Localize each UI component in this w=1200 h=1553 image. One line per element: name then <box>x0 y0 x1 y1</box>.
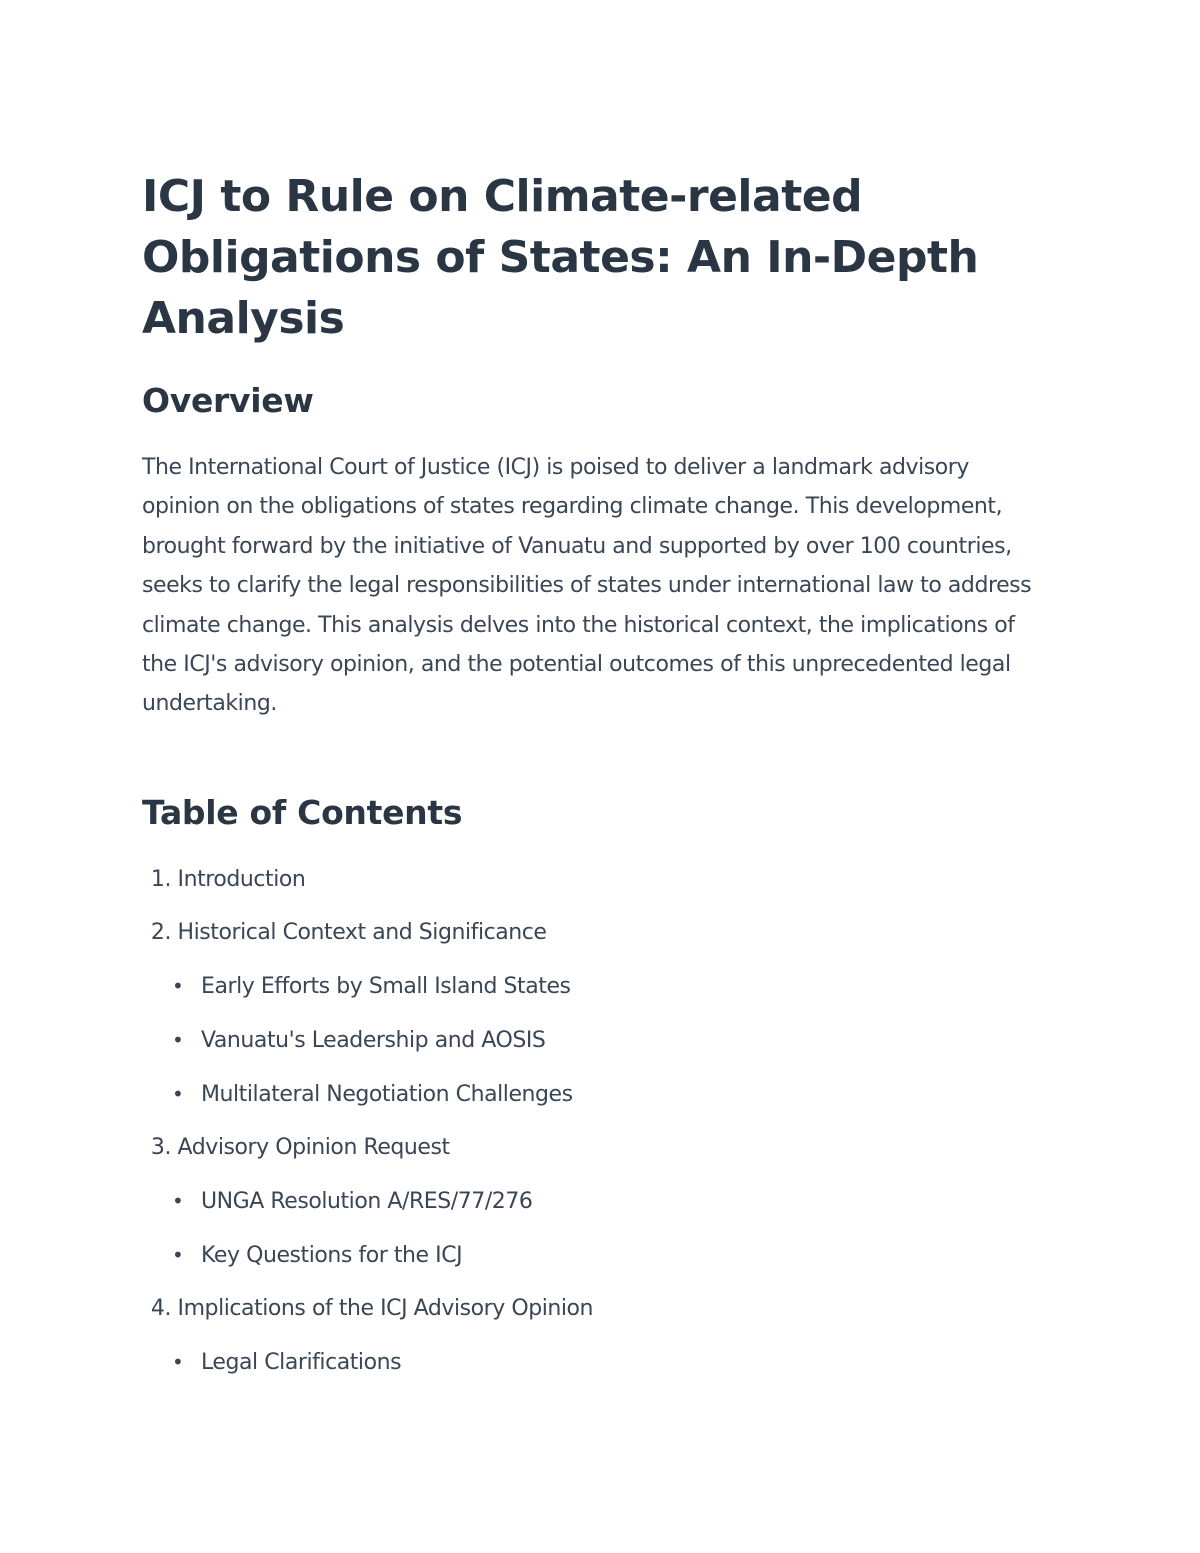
toc-subitem <box>142 966 593 1007</box>
bullet-icon: • <box>172 1082 184 1106</box>
toc-subitem <box>142 1181 593 1222</box>
toc-item-label: Historical Context and Significance <box>171 920 547 945</box>
toc-subitem <box>142 1235 593 1276</box>
toc-item-number: 4. <box>150 1296 171 1321</box>
toc-item <box>142 1289 593 1329</box>
toc-subitem-label: Multilateral Negotiation Challenges <box>201 1082 573 1107</box>
document-title: ICJ to Rule on Climate-related Obligations of States: An In-Depth Analysis <box>142 171 979 344</box>
toc-subitem <box>142 1074 593 1115</box>
table-of-contents <box>142 860 593 1383</box>
bullet-icon: • <box>172 1243 184 1267</box>
toc-item <box>142 1128 593 1168</box>
document-page <box>142 166 1062 1375</box>
toc-subitem-label: UNGA Resolution A/RES/77/276 <box>201 1189 533 1214</box>
toc-item <box>142 913 593 953</box>
toc-item <box>142 860 593 900</box>
toc-item-label: Introduction <box>171 867 306 892</box>
bullet-icon: • <box>172 974 184 998</box>
toc-heading: Table of Contents <box>142 793 463 832</box>
toc-item-label: Advisory Opinion Request <box>171 1135 450 1160</box>
toc-subitem-label: Vanuatu's Leadership and AOSIS <box>201 1028 546 1053</box>
toc-subitem-label: Legal Clarifications <box>201 1350 402 1375</box>
bullet-icon: • <box>172 1350 184 1374</box>
toc-subitem-label: Early Efforts by Small Island States <box>201 974 571 999</box>
toc-subitem-label: Key Questions for the ICJ <box>201 1243 463 1268</box>
bullet-icon: • <box>172 1028 184 1052</box>
toc-item-number: 1. <box>150 867 171 892</box>
overview-heading: Overview <box>142 381 314 420</box>
toc-subitem <box>142 1342 593 1383</box>
toc-item-label: Implications of the ICJ Advisory Opinion <box>171 1296 594 1321</box>
toc-item-number: 2. <box>150 920 171 945</box>
toc-subitem <box>142 1020 593 1061</box>
toc-item-number: 3. <box>150 1135 171 1160</box>
overview-paragraph: The International Court of Justice (ICJ) is poised to deliver a landmark advisory opinion on the obligations of states regarding climate change. This development, brought forward by the initiative of Vanuatu and supported by over 100 countries, seeks to clarify the legal responsibilities of states under international law to address climate change. This analysis delves into the historical context, the implications of the ICJ's advisory opinion, and the potential outcomes of this unprecedented legal undertaking. <box>142 455 1032 717</box>
bullet-icon: • <box>172 1189 184 1213</box>
